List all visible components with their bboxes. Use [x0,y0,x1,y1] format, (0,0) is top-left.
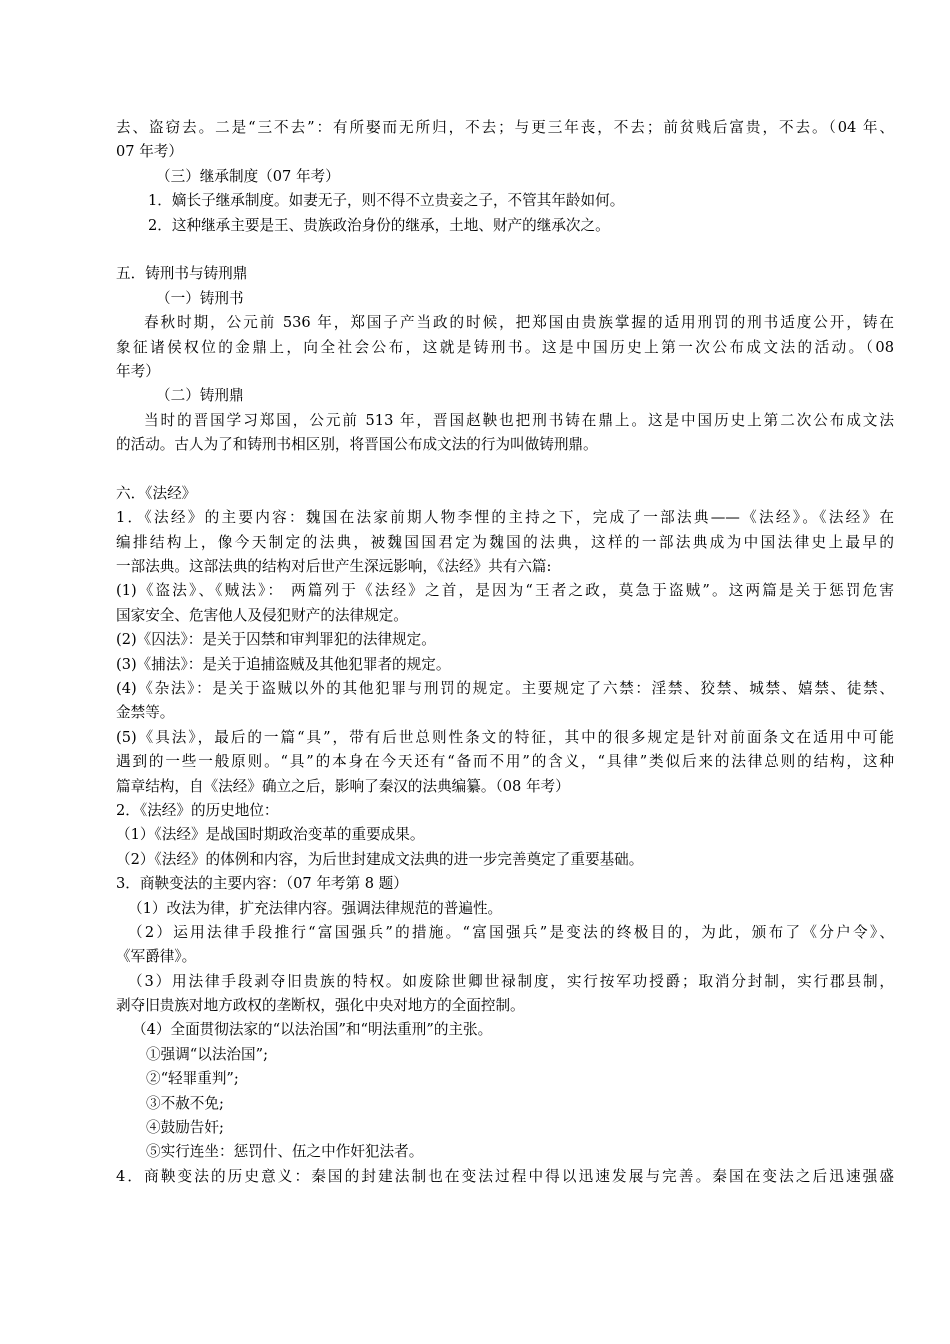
text-line: 剥夺旧贵族对地方政权的垄断权，强化中央对地方的全面控制。 [116,997,525,1015]
text-line: （1）《法经》是战国时期政治变革的重要成果。 [116,826,425,844]
text-line: （二）铸刑鼎 [156,387,244,405]
text-line: 五．铸刑书与铸刑鼎 [116,265,248,283]
text-line: （2）《法经》的体例和内容，为后世封建成文法典的进一步完善奠定了重要基础。 [116,850,644,868]
text-line: （2）运用法律手段推行“富国强兵”的措施。“富国强兵”是变法的终极目的，为此，颁布了《分户令》、 [128,923,894,941]
text-line: 4．商鞅变法的历史意义：秦国的封建法制也在变法过程中得以迅速发展与完善。秦国在变法之后迅速强盛 [116,1167,894,1185]
text-line: (1)《盗法》、《贼法》： 两篇列于《法经》之首，是因为“王者之政，莫急于盗贼”。这两篇是关于惩罚危害 [116,582,894,600]
text-line: ②“轻罪重判”; [146,1070,239,1088]
text-line: 的活动。古人为了和铸刑书相区别，将晋国公布成文法的行为叫做铸刑鼎。 [116,436,598,454]
text-line: ④鼓励告奸; [146,1119,224,1137]
text-line: 《军爵律》。 [116,948,197,966]
text-line: 1．嫡长子继承制度。如妻无子，则不得不立贵妾之子，不管其年龄如何。 [148,192,625,210]
text-line: （一）铸刑书 [156,289,244,307]
text-line: 1．《法经》的主要内容：魏国在法家前期人物李悝的主持之下，完成了一部法典——《法经》。《法经》在 [116,509,894,527]
text-line: (5)《具法》，最后的一篇“具”，带有后世总则性条文的特征，其中的很多规定是针对前面条文在适用中可能 [116,728,894,746]
text-line: 年考） [116,362,160,380]
text-line: （3）用法律手段剥夺旧贵族的特权。如废除世卿世禄制度，实行按军功授爵；取消分封制，实行郡县制， [128,972,894,990]
text-line: 去、盗窃去。二是“三不去”：有所娶而无所归，不去；与更三年丧，不去；前贫贱后富贵，不去。（04 年、 [116,119,894,136]
text-line: 篇章结构，自《法经》确立之后，影响了秦汉的法典编纂。（08 年考） [116,777,570,795]
text-line: ⑤实行连坐：惩罚什、伍之中作奸犯法者。 [146,1143,424,1161]
text-line: 金禁等。 [116,704,175,722]
text-line: 象征诸侯权位的金鼎上，向全社会公布，这就是铸刑书。这是中国历史上第一次公布成文法的活动。（08 [116,338,894,356]
text-line: 春秋时期，公元前 536 年，郑国子产当政的时候，把郑国由贵族掌握的适用刑罚的刑书适度公开，铸在 [144,314,894,332]
document-body [116,116,894,1189]
text-line: （三）继承制度（07 年考） [156,167,340,185]
text-line: 当时的晋国学习郑国，公元前 513 年，晋国赵鞅也把刑书铸在鼎上。这是中国历史上第二次公布成文法 [144,411,894,429]
text-line: （4）全面贯彻法家的“以法治国”和“明法重刑”的主张。 [132,1021,493,1039]
text-line: (2)《囚法》：是关于囚禁和审判罪犯的法律规定。 [116,631,436,649]
text-line: ①强调“以法治国”; [146,1045,268,1063]
text-line: 3．商鞅变法的主要内容：（07 年考第 8 题） [116,875,408,893]
text-line: 2．这种继承主要是王、贵族政治身份的继承，土地、财产的继承次之。 [148,216,610,234]
text-line: 2．《法经》的历史地位： [116,801,279,819]
blank-line [116,457,894,481]
text-line: 一部法典。这部法典的结构对后世产生深远影响，《法经》共有六篇: [116,558,552,576]
text-line: 遇到的一些一般原则。“具”的本身在今天还有“备而不用”的含义，“具律”类似后来的法律总则的结构，这种 [116,753,894,771]
blank-line [116,238,894,262]
text-line: (3)《捕法》：是关于追捕盗贼及其他犯罪者的规定。 [116,655,451,673]
text-line: ③不赦不免; [146,1094,224,1112]
text-line: 国家安全、危害他人及侵犯财产的法律规定。 [116,606,408,624]
text-line: （1）改法为律，扩充法律内容。强调法律规范的普遍性。 [128,899,503,917]
text-line: (4)《杂法》：是关于盗贼以外的其他犯罪与刑罚的规定。主要规定了六禁：淫禁、狡禁、城禁、嬉禁、徒禁、 [116,679,894,697]
text-line: 07 年考） [116,143,183,161]
text-line: 六．《法经》 [116,484,197,502]
text-line: 编排结构上，像今天制定的法典，被魏国国君定为魏国的法典，这样的一部法典成为中国法律史上最早的 [116,533,894,551]
